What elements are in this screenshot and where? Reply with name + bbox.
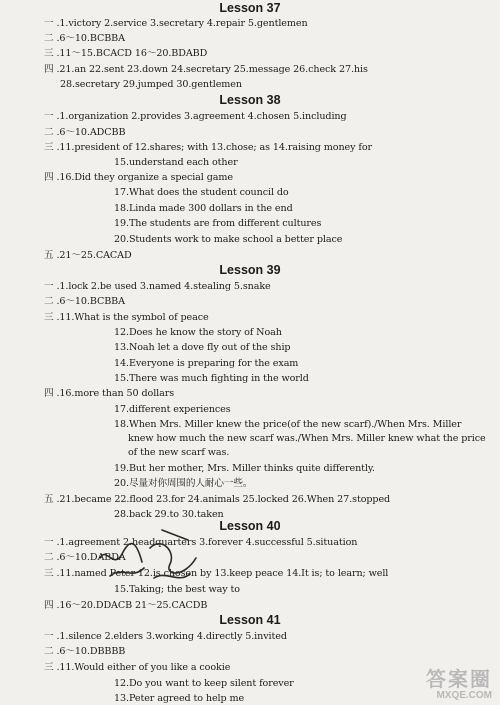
answer-line: 13.Noah let a dove fly out of the ship: [114, 342, 291, 353]
answer-line: 三 .11.president of 12.shares; with 13.chose; as 14.raising money for: [44, 142, 373, 153]
answer-line: 一 .1.victory 2.service 3.secretary 4.repair 5.gentlemen: [44, 18, 308, 29]
answer-line: knew how much the new scarf was./When Mrs. Miller knew what the price: [128, 433, 486, 444]
watermark-logo-text: 答案圈: [426, 669, 492, 691]
answer-line: 三 .11.What is the symbol of peace: [44, 312, 209, 323]
answer-line: 三 .11～15.BCACD 16～20.BDABD: [44, 48, 208, 59]
answer-line: 二 .6～10.BCBBA: [44, 296, 125, 307]
lesson-heading: Lesson 39: [219, 263, 281, 277]
answer-line: 二 .6～10.ADCBB: [44, 127, 126, 138]
answer-line: 13.Peter agreed to help me: [114, 693, 245, 704]
answer-line: 17.What does the student council do: [114, 187, 289, 198]
answer-line: 一 .1.lock 2.be used 3.named 4.stealing 5.snake: [44, 281, 271, 292]
lesson-heading: Lesson 37: [219, 1, 281, 15]
answer-line: 四 .16.Did they organize a special game: [44, 172, 233, 183]
answer-line: 28.back 29.to 30.taken: [114, 509, 224, 520]
answer-line: of the new scarf was.: [128, 447, 230, 458]
answer-line: 二 .6～10.DBBBB: [44, 646, 126, 657]
answer-line: 12.Do you want to keep silent forever: [114, 678, 294, 689]
answer-line: 四 .21.an 22.sent 23.down 24.secretary 25.message 26.check 27.his: [44, 64, 368, 75]
answer-line: 15.There was much fighting in the world: [114, 373, 309, 384]
answer-line: 一 .1.silence 2.elders 3.working 4.directly 5.invited: [44, 631, 287, 642]
answer-line: 二 .6～10.BCBBA: [44, 33, 125, 44]
answer-line: 12.Does he know the story of Noah: [114, 327, 282, 338]
answer-line: 四 .16.more than 50 dollars: [44, 388, 175, 399]
answer-line: 五 .21.became 22.flood 23.for 24.animals 25.locked 26.When 27.stopped: [44, 494, 391, 505]
answer-line: 三 .11.named Peter 12.is chosen by 13.keep peace 14.It is; to learn; well: [44, 568, 389, 579]
answer-line: 14.Everyone is preparing for the exam: [114, 358, 299, 369]
answer-line: 18.Linda made 300 dollars in the end: [114, 203, 293, 214]
answer-line: 二 .6～10.DABDA: [44, 552, 126, 563]
watermark: [426, 670, 492, 701]
watermark-url: MXQE.COM: [436, 690, 492, 701]
answer-line: 五 .21～25.CACAD: [44, 250, 132, 261]
answer-line: 15.Taking; the best way to: [114, 584, 240, 595]
lesson-heading: Lesson 38: [219, 93, 281, 107]
answer-line: 28.secretary 29.jumped 30.gentlemen: [60, 79, 242, 90]
answer-line: 三 .11.Would either of you like a cookie: [44, 662, 231, 673]
lesson-heading: Lesson 40: [219, 519, 281, 533]
answer-line: 20.尽量对你周围的人耐心一些。: [114, 478, 253, 489]
answer-line: 四 .16～20.DDACB 21～25.CACDB: [44, 600, 208, 611]
answer-line: 一 .1.agreement 2.headquarters 3.forever 4.successful 5.situation: [44, 537, 358, 548]
lesson-heading: Lesson 41: [219, 613, 281, 627]
answer-line: 一 .1.organization 2.provides 3.agreement 4.chosen 5.including: [44, 111, 347, 122]
answer-line: 19.But her mother, Mrs. Miller thinks quite differently.: [114, 463, 375, 474]
answer-line: 15.understand each other: [114, 157, 238, 168]
answer-line: 17.different experiences: [114, 404, 231, 415]
answer-line: 19.The students are from different cultures: [114, 218, 322, 229]
answer-line: 20.Students work to make school a better place: [114, 234, 343, 245]
answer-line: 18.When Mrs. Miller knew the price(of the new scarf)./When Mrs. Miller: [114, 419, 462, 430]
